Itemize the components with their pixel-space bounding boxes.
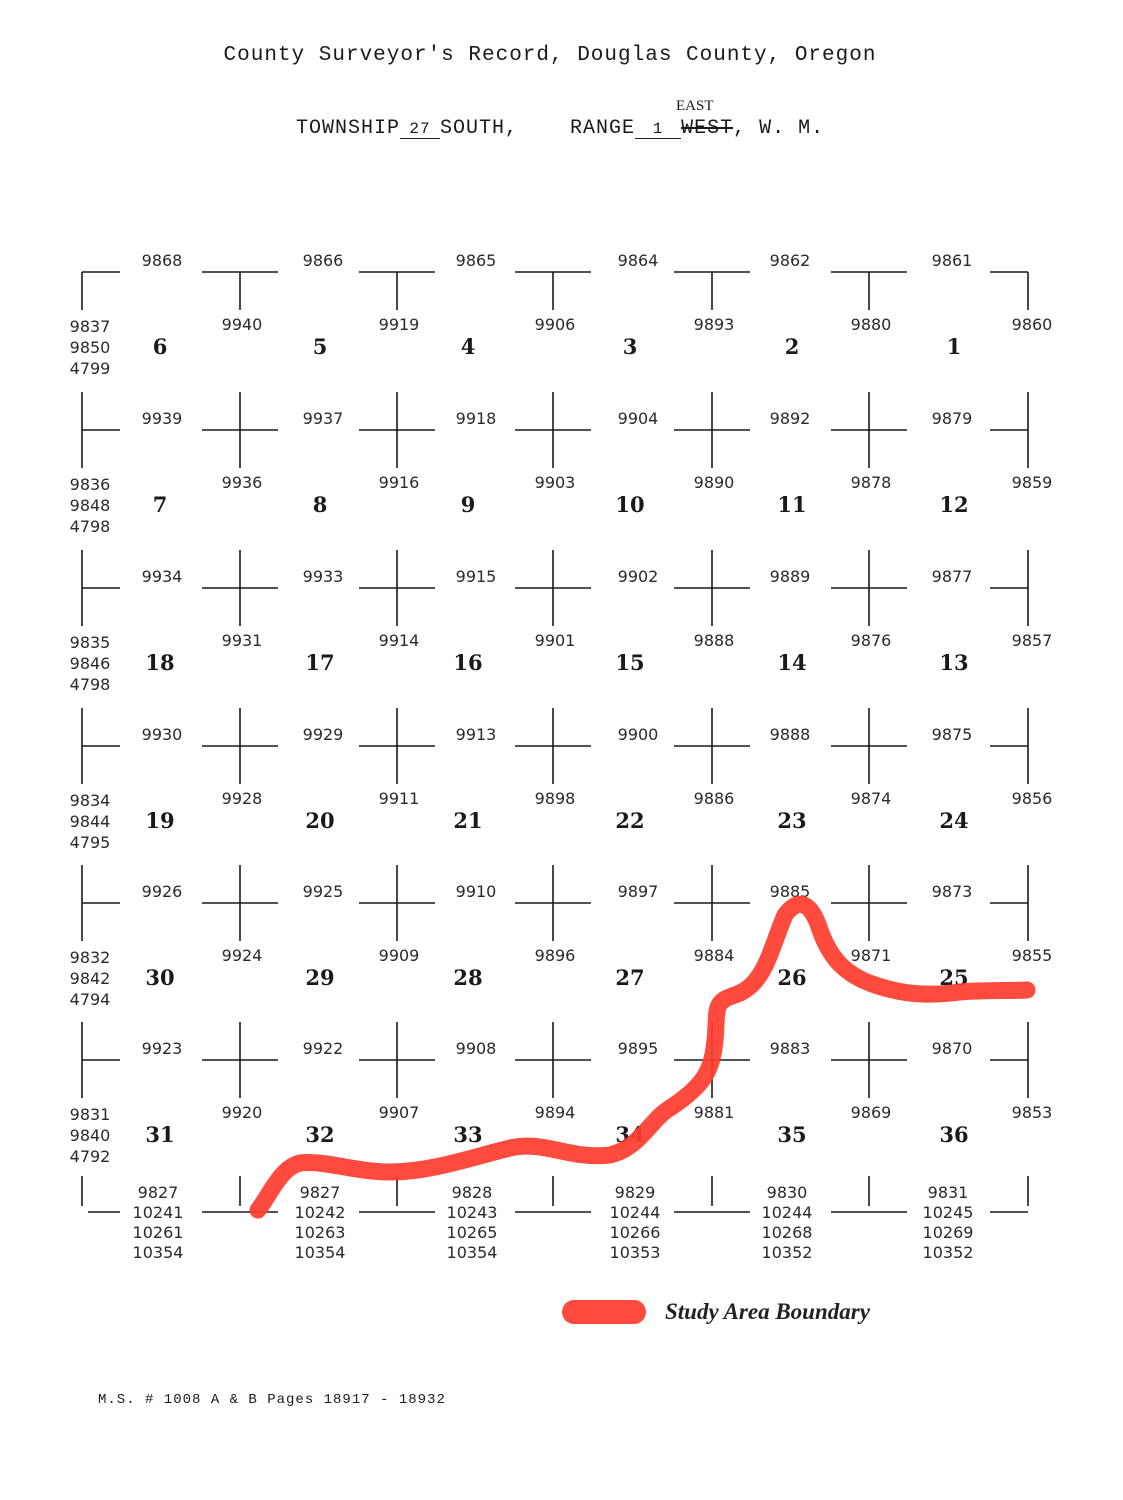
section-number: 25 <box>939 965 969 990</box>
quarter-corner-label: 9915 <box>455 567 497 586</box>
section-number: 22 <box>615 808 645 833</box>
west-corner-label: 4792 <box>69 1147 111 1166</box>
section-number: 3 <box>622 334 638 359</box>
section-number: 31 <box>145 1122 175 1147</box>
section-corner-label: 9907 <box>378 1103 420 1122</box>
west-corner-label: 9840 <box>69 1126 111 1145</box>
section-corner-label: 9876 <box>850 631 892 650</box>
section-corner-label: 9856 <box>1011 789 1053 808</box>
quarter-corner-label: 9895 <box>617 1039 659 1058</box>
section-number: 4 <box>460 334 476 359</box>
west-corner-label: 9831 <box>69 1105 111 1124</box>
section-corner-label: 9888 <box>693 631 735 650</box>
section-corner-label: 9860 <box>1011 315 1053 334</box>
section-corner-label: 9869 <box>850 1103 892 1122</box>
section-number: 32 <box>305 1122 335 1147</box>
section-number: 27 <box>615 965 645 990</box>
west-corner-label: 9842 <box>69 969 111 988</box>
south-corner-label: 9830 <box>766 1183 808 1202</box>
west-corner-label: 4799 <box>69 359 111 378</box>
section-number: 12 <box>939 492 969 517</box>
range-correction: EAST <box>676 98 714 114</box>
quarter-corner-label: 9918 <box>455 409 497 428</box>
south-corner-label: 9828 <box>451 1183 493 1202</box>
west-corner-label: 9837 <box>69 317 111 336</box>
section-corner-label: 9901 <box>534 631 576 650</box>
section-corner-label: 9914 <box>378 631 420 650</box>
section-number: 28 <box>453 965 483 990</box>
section-corner-label: 9920 <box>221 1103 263 1122</box>
township-label: TOWNSHIP <box>296 117 401 140</box>
quarter-corner-label: 9923 <box>141 1039 183 1058</box>
quarter-corner-label: 9885 <box>769 882 811 901</box>
quarter-corner-label: 9904 <box>617 409 659 428</box>
section-corner-label: 9893 <box>693 315 735 334</box>
south-corner-label: 10244 <box>609 1203 661 1222</box>
section-corner-label: 9890 <box>693 473 735 492</box>
section-number: 21 <box>453 808 483 833</box>
section-number: 19 <box>145 808 175 833</box>
section-corner-label: 9931 <box>221 631 263 650</box>
quarter-corner-label: 9877 <box>931 567 973 586</box>
south-corner-label: 10354 <box>446 1243 498 1262</box>
quarter-corner-label: 9870 <box>931 1039 973 1058</box>
section-number: 6 <box>152 334 168 359</box>
west-corner-label: 9844 <box>69 812 111 831</box>
south-corner-label: 9827 <box>137 1183 179 1202</box>
section-number: 9 <box>460 492 476 517</box>
section-corner-label: 9896 <box>534 946 576 965</box>
section-number: 5 <box>312 334 328 359</box>
section-number: 14 <box>777 650 807 675</box>
section-corner-label: 9894 <box>534 1103 576 1122</box>
section-corner-label: 9898 <box>534 789 576 808</box>
west-corner-label: 4798 <box>69 517 111 536</box>
quarter-corner-label: 9866 <box>302 251 344 270</box>
section-number: 11 <box>777 492 807 517</box>
section-corner-label: 9871 <box>850 946 892 965</box>
west-corner-label: 9850 <box>69 338 111 357</box>
south-corner-label: 10243 <box>446 1203 498 1222</box>
quarter-corner-label: 9930 <box>141 725 183 744</box>
section-corner-label: 9857 <box>1011 631 1053 650</box>
range-struck-direction: WEST <box>681 117 734 140</box>
township-direction: SOUTH, <box>440 117 519 140</box>
quarter-corner-label: 9926 <box>141 882 183 901</box>
section-corner-label: 9906 <box>534 315 576 334</box>
south-corner-label: 10353 <box>609 1243 661 1262</box>
south-corner-label: 9829 <box>614 1183 656 1202</box>
section-number: 23 <box>777 808 807 833</box>
quarter-corner-label: 9933 <box>302 567 344 586</box>
section-number: 24 <box>939 808 969 833</box>
west-corner-label: 9836 <box>69 475 111 494</box>
south-corner-label: 10263 <box>294 1223 346 1242</box>
south-corner-label: 10242 <box>294 1203 346 1222</box>
meridian: , W. M. <box>733 117 825 140</box>
section-number: 30 <box>145 965 175 990</box>
south-corner-label: 10265 <box>446 1223 498 1242</box>
section-corner-label: 9909 <box>378 946 420 965</box>
section-corner-label: 9940 <box>221 315 263 334</box>
range-label: RANGE <box>570 117 636 140</box>
west-corner-label: 9846 <box>69 654 111 673</box>
section-number: 18 <box>145 650 175 675</box>
section-number: 17 <box>305 650 335 675</box>
quarter-corner-label: 9922 <box>302 1039 344 1058</box>
south-corner-label: 10352 <box>922 1243 974 1262</box>
south-corner-label: 9831 <box>927 1183 969 1202</box>
section-number: 36 <box>939 1122 969 1147</box>
section-number: 1 <box>946 334 962 359</box>
west-corner-label: 9848 <box>69 496 111 515</box>
section-number: 33 <box>453 1122 483 1147</box>
quarter-corner-label: 9861 <box>931 251 973 270</box>
quarter-corner-label: 9897 <box>617 882 659 901</box>
range-number: 1 <box>635 120 681 139</box>
quarter-corner-label: 9865 <box>455 251 497 270</box>
section-corner-label: 9855 <box>1011 946 1053 965</box>
section-number: 20 <box>305 808 335 833</box>
quarter-corner-label: 9892 <box>769 409 811 428</box>
quarter-corner-label: 9902 <box>617 567 659 586</box>
west-corner-label: 4794 <box>69 990 111 1009</box>
south-corner-label: 10245 <box>922 1203 974 1222</box>
section-number: 34 <box>615 1122 645 1147</box>
quarter-corner-label: 9864 <box>617 251 659 270</box>
section-corner-label: 9853 <box>1011 1103 1053 1122</box>
section-corner-label: 9874 <box>850 789 892 808</box>
section-number: 10 <box>615 492 645 517</box>
quarter-corner-label: 9913 <box>455 725 497 744</box>
section-corner-label: 9878 <box>850 473 892 492</box>
section-number: 16 <box>453 650 483 675</box>
south-corner-label: 10261 <box>132 1223 184 1242</box>
section-corner-label: 9859 <box>1011 473 1053 492</box>
quarter-corner-label: 9910 <box>455 882 497 901</box>
section-corner-label: 9903 <box>534 473 576 492</box>
section-corner-label: 9880 <box>850 315 892 334</box>
section-corner-label: 9881 <box>693 1103 735 1122</box>
west-corner-label: 4795 <box>69 833 111 852</box>
section-number: 2 <box>784 334 800 359</box>
quarter-corner-label: 9879 <box>931 409 973 428</box>
section-corner-label: 9936 <box>221 473 263 492</box>
section-corner-label: 9928 <box>221 789 263 808</box>
section-corner-label: 9924 <box>221 946 263 965</box>
quarter-corner-label: 9873 <box>931 882 973 901</box>
section-number: 15 <box>615 650 645 675</box>
section-corner-label: 9886 <box>693 789 735 808</box>
quarter-corner-label: 9939 <box>141 409 183 428</box>
legend-label: Study Area Boundary <box>665 1299 870 1324</box>
section-corner-label: 9911 <box>378 789 420 808</box>
section-corner-label: 9916 <box>378 473 420 492</box>
south-corner-label: 9827 <box>299 1183 341 1202</box>
west-corner-label: 9835 <box>69 633 111 652</box>
quarter-corner-label: 9937 <box>302 409 344 428</box>
section-number: 7 <box>152 492 168 517</box>
quarter-corner-label: 9888 <box>769 725 811 744</box>
page-title: County Surveyor's Record, Douglas County, Oregon <box>223 44 877 67</box>
south-corner-label: 10352 <box>761 1243 813 1262</box>
quarter-corner-label: 9868 <box>141 251 183 270</box>
quarter-corner-label: 9908 <box>455 1039 497 1058</box>
quarter-corner-label: 9883 <box>769 1039 811 1058</box>
footnote: M.S. # 1008 A & B Pages 18917 - 18932 <box>98 1392 446 1408</box>
south-corner-label: 10268 <box>761 1223 813 1242</box>
quarter-corner-label: 9925 <box>302 882 344 901</box>
quarter-corner-label: 9889 <box>769 567 811 586</box>
quarter-corner-label: 9862 <box>769 251 811 270</box>
section-number: 13 <box>939 650 969 675</box>
south-corner-label: 10241 <box>132 1203 184 1222</box>
west-corner-label: 9834 <box>69 791 111 810</box>
section-corner-label: 9884 <box>693 946 735 965</box>
section-number: 8 <box>312 492 328 517</box>
south-corner-label: 10354 <box>132 1243 184 1262</box>
south-corner-label: 10354 <box>294 1243 346 1262</box>
west-corner-label: 9832 <box>69 948 111 967</box>
quarter-corner-label: 9934 <box>141 567 183 586</box>
south-corner-label: 10244 <box>761 1203 813 1222</box>
west-corner-label: 4798 <box>69 675 111 694</box>
quarter-corner-label: 9875 <box>931 725 973 744</box>
quarter-corner-label: 9929 <box>302 725 344 744</box>
section-number: 26 <box>777 965 807 990</box>
township-number: 27 <box>400 120 440 139</box>
south-corner-label: 10266 <box>609 1223 661 1242</box>
south-corner-label: 10269 <box>922 1223 974 1242</box>
section-number: 29 <box>305 965 335 990</box>
quarter-corner-label: 9900 <box>617 725 659 744</box>
section-corner-label: 9919 <box>378 315 420 334</box>
section-number: 35 <box>777 1122 807 1147</box>
